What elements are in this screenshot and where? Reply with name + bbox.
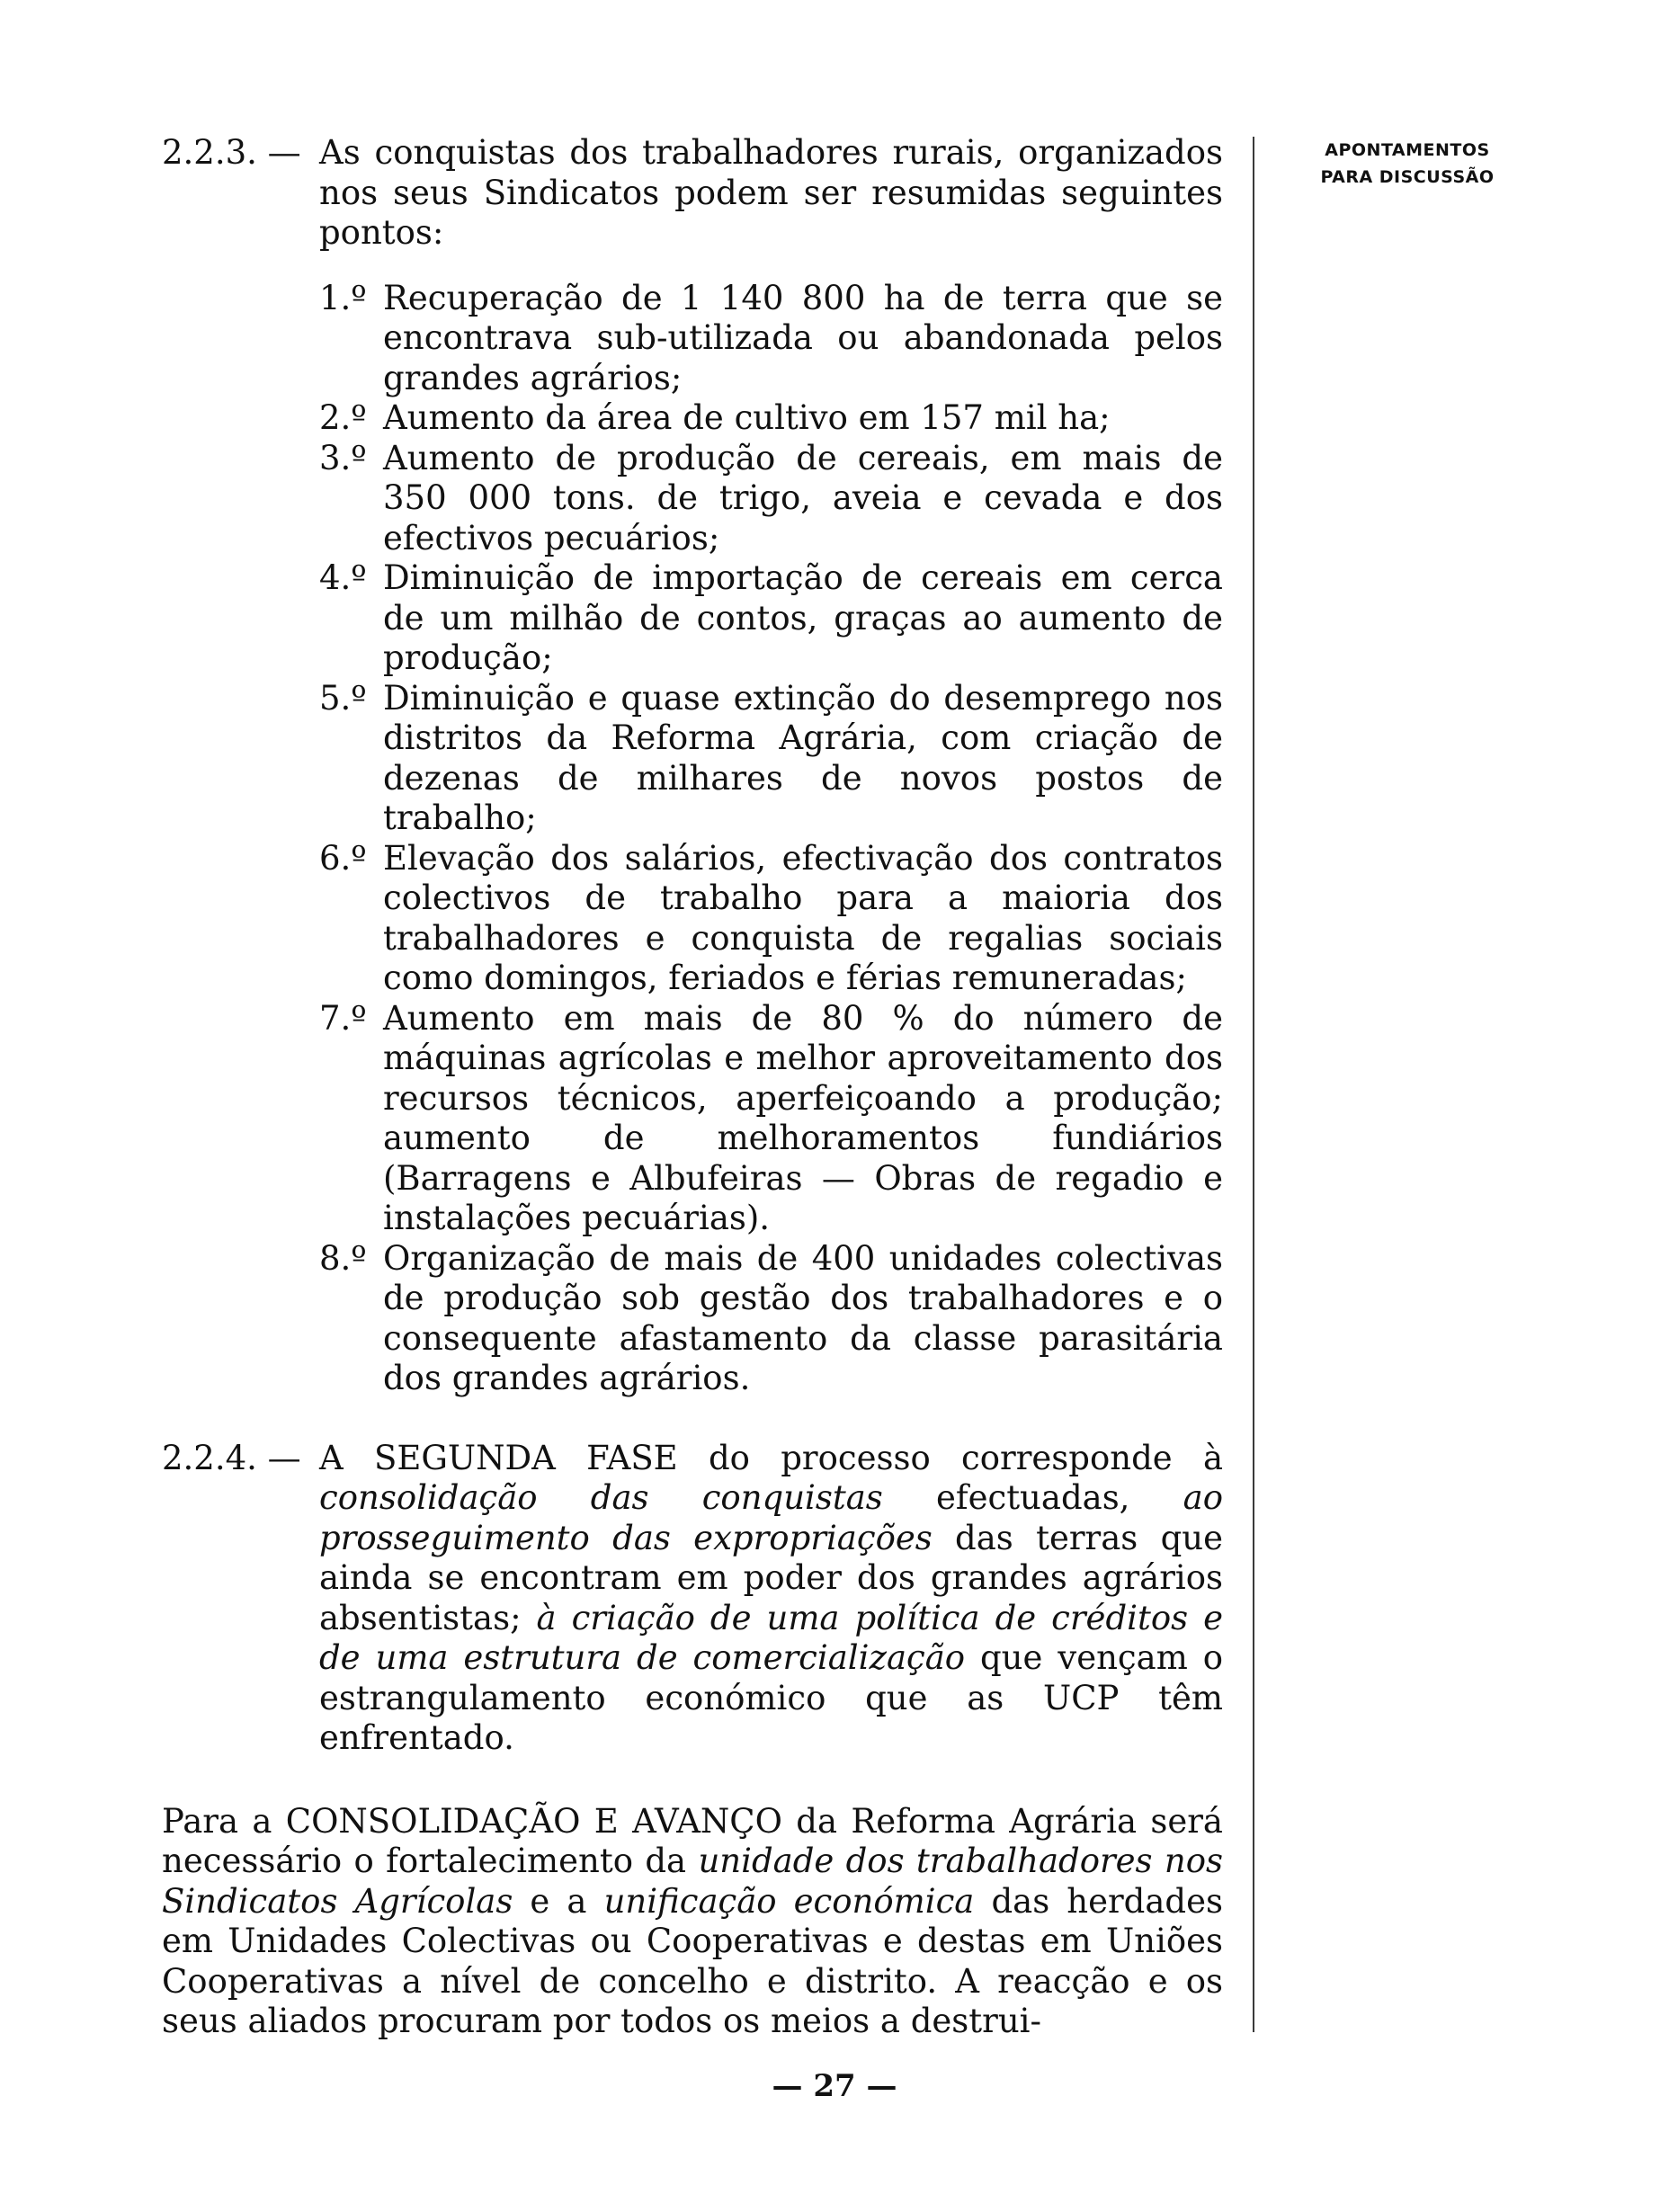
list-item: [319, 999, 1223, 1239]
list-item-text: Diminuição e quase extinção do desemprego nos distritos da Reforma Agrária, com criação de dezenas de milhares de novos postos de trabalho;: [383, 678, 1223, 837]
list-item: [319, 558, 1223, 679]
list-item-number: 6.º: [319, 838, 367, 878]
list-item-number: 7.º: [319, 998, 367, 1038]
section-text: das terras que ainda se encontram em poder dos grandes agrários absentistas;: [319, 1518, 1223, 1637]
paragraph-text: e a: [513, 1881, 604, 1921]
list-item-number: 8.º: [319, 1238, 367, 1278]
list-item: [319, 839, 1223, 999]
list-item: [319, 398, 1223, 439]
margin-note: [1277, 137, 1538, 191]
list-item: [319, 279, 1223, 399]
paragraph-text: das herdades em Unidades Colectivas ou Cooperativas e destas em Uniões Cooperativas a nível de concelho e distrito. A reacção e os seus aliados procuram por todos os meios a destrui-: [162, 1881, 1223, 2040]
paragraph-emphasis: unidade dos trabalhadores nos Sindicatos Agrícolas: [162, 1842, 1223, 1921]
section-text: A SEGUNDA FASE do processo corresponde à: [319, 1438, 1223, 1477]
section-emphasis: ao prosseguimento das expropriações: [319, 1478, 1223, 1557]
margin-note-line: PARA DISCUSSÃO: [1320, 167, 1495, 187]
list-item-number: 2.º: [319, 398, 367, 437]
list-item-text: Organização de mais de 400 unidades colectivas de produção sob gestão dos trabalhadores e o consequente afastamento da classe parasitária dos grandes agrários.: [383, 1238, 1223, 1397]
list-item: [319, 439, 1223, 559]
list-item-text: Elevação dos salários, efectivação dos contratos colectivos de trabalho para a maioria dos trabalhadores e conquista de regalias sociais como domingos, feriados e férias remuneradas;: [383, 838, 1223, 997]
section-number: 2.2.4. —: [162, 1438, 301, 1477]
paragraph-emphasis: unificação económica: [603, 1881, 975, 1921]
section-body: [319, 1439, 1223, 1759]
section-emphasis: consolidação das conquistas: [319, 1478, 883, 1517]
section-number: 2.2.3. —: [162, 133, 301, 172]
main-text-column: [162, 133, 1223, 2042]
list-item-text: Diminuição de importação de cereais em cerca de um milhão de contos, graças ao aumento de produção;: [383, 558, 1223, 677]
list-item-number: 5.º: [319, 678, 367, 718]
margin-note-line: APONTAMENTOS: [1325, 140, 1490, 160]
margin-rule: [1253, 137, 1254, 2032]
closing-paragraph: [162, 1802, 1223, 2042]
list-item-text: Recuperação de 1 140 800 ha de terra que se encontrava sub-utilizada ou abandonada pelos grandes agrários;: [383, 278, 1223, 397]
section-text: que vençam o estrangulamento económico que as UCP têm enfrentado.: [319, 1638, 1223, 1757]
list-item-text: Aumento de produção de cereais, em mais de 350 000 tons. de trigo, aveia e cevada e dos efectivos pecuários;: [383, 438, 1223, 557]
list-item-number: 4.º: [319, 558, 367, 597]
list-item-number: 3.º: [319, 438, 367, 477]
list-item-number: 1.º: [319, 278, 367, 317]
section-intro: As conquistas dos trabalhadores rurais, organizados nos seus Sindicatos podem ser resumidas seguintes pontos:: [319, 133, 1223, 252]
page-number: — 27 —: [772, 2068, 897, 2104]
list-item-text: Aumento da área de cultivo em 157 mil ha;: [383, 398, 1111, 437]
section-emphasis: à criação de uma política de créditos e de uma estrutura de comercialização: [319, 1598, 1223, 1677]
achievements-list: [319, 279, 1223, 1399]
list-item: [319, 1239, 1223, 1399]
section-2-2-3: [162, 133, 1223, 254]
list-item: [319, 679, 1223, 839]
list-item-text: Aumento em mais de 80 % do número de máquinas agrícolas e melhor aproveitamento dos recursos técnicos, aperfeiçoando a produção; aumento de melhoramentos fundiários (Barragens e Albufeiras — Obras de regadio e instalações pecuárias).: [383, 998, 1223, 1237]
section-text: efectuadas,: [882, 1478, 1183, 1517]
paragraph-text: Para a CONSOLIDAÇÃO E AVANÇO da Reforma Agrária será necessário o fortalecimento da: [162, 1801, 1223, 1880]
section-2-2-4: [162, 1439, 1223, 1759]
